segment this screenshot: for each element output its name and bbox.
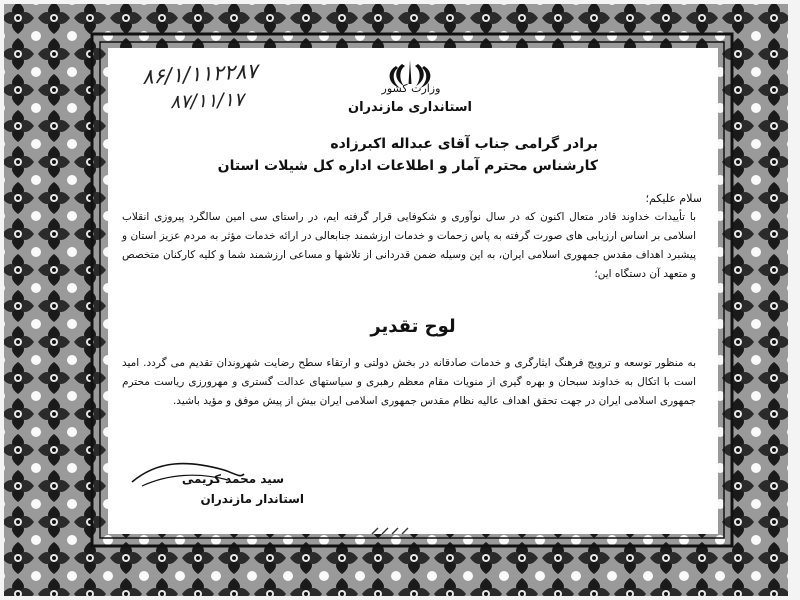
certificate-title: لوح تقدیر — [370, 316, 456, 337]
recipient-position: کارشناس محترم آمار و اطلاعات اداره کل شیلات استان — [217, 158, 598, 174]
salutation: سلام علیکم؛ — [645, 192, 702, 205]
stamp-mark — [368, 526, 428, 536]
handwritten-ref-number: ۸۶/۱/۱۱۲۲۸۷ — [141, 58, 259, 90]
body-paragraph-2: به منظور توسعه و ترویج فرهنگ ایثارگری و خدمات صادقانه در بخش دولتی و ارتقاء سطح رضایت شهروندان تقدیم می گردد. امید است با اتکال به خداوند سبحان و بهره گیری از منویات مقام معظم رهبری و سیاستهای عدالت گستری و مهرورزی ریاست محترم جمهوری اسلامی ایران در جهت تحقق اهداف عالیه نظام مقدس جمهوری اسلامی ایران بیش از پیش موفق و مؤید باشید. — [122, 357, 696, 407]
body-paragraph-1: با تأییدات خداوند قادر متعال اکنون که در سال نوآوری و شکوفایی قرار گرفته ایم، در راستای سی امین سالگرد پیروزی انقلاب اسلامی بر اساس ارزیابی های صورت گرفته به پاس زحمات و خدمات ارزشمند جنابعالی در ارائه خدمات مؤثر به مردم عزیز استان و پیشبرد اهداف مقدس جمهوری اسلامی ایران، به این وسیله ضمن قدردانی از تلاشها و مساعی ارزشمند شما و کلیه کارکنان متخصص و متعهد آن دستگاه این؛ — [122, 211, 696, 280]
handwritten-date: ۸۷/۱۱/۱۷ — [169, 88, 245, 114]
recipient-name: برادر گرامی جناب آقای عبداله اکبرزاده — [330, 136, 598, 152]
signatory-name: سید محمد کریمی — [181, 472, 284, 486]
ministry-label: وزارت کشور — [381, 82, 441, 95]
organization-label: استانداری مازندران — [347, 100, 473, 115]
certificate-sheet — [108, 48, 718, 534]
signatory-title: استاندار مازندران — [200, 492, 304, 506]
